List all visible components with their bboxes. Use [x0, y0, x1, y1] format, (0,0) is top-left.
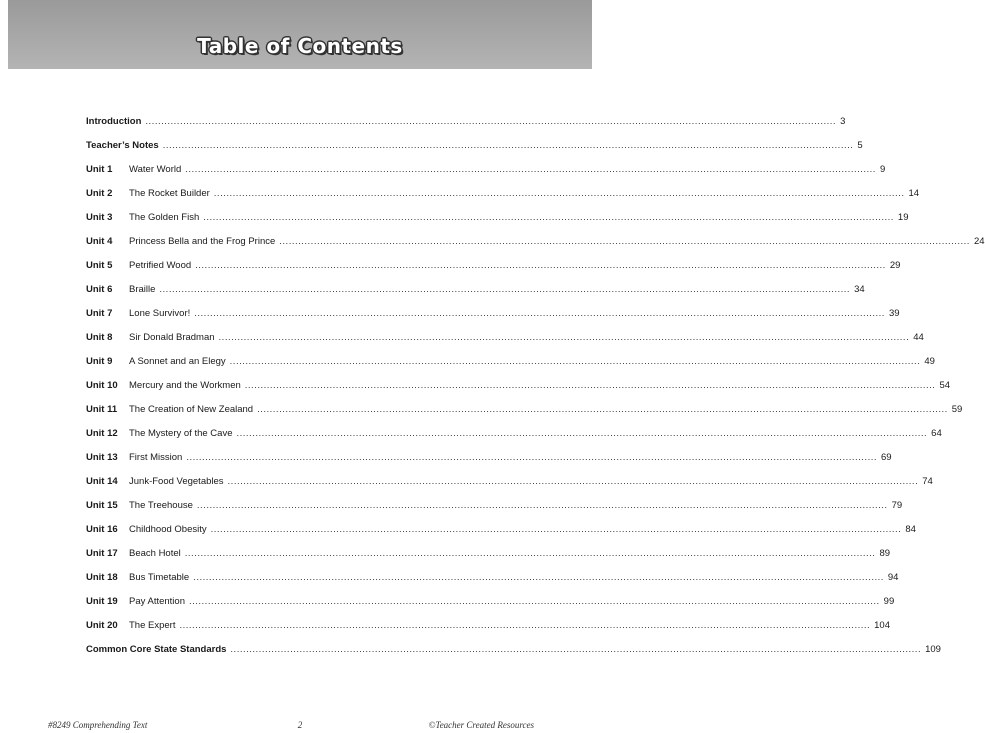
unit-number: Unit 2	[86, 188, 113, 199]
unit-number: Unit 19	[86, 596, 118, 607]
unit-number: Unit 5	[86, 260, 113, 271]
toc-unit-entry	[86, 548, 891, 572]
dot-leader: ............................................................................................................................................................................................................................	[188, 596, 880, 607]
footer-page-number: 2	[297, 720, 303, 730]
unit-number: Unit 20	[86, 620, 118, 631]
toc-unit-entry	[86, 284, 865, 308]
unit-number: Unit 10	[86, 380, 118, 391]
toc-entry	[86, 644, 941, 668]
toc-unit-entry	[86, 236, 985, 260]
unit-title: The Rocket Builder	[129, 188, 210, 199]
toc-page-number: 3	[840, 116, 846, 127]
toc-entry	[86, 116, 846, 140]
toc-unit-entry	[86, 620, 890, 644]
unit-title: The Mystery of the Cave	[129, 428, 233, 439]
toc-page-number: 24	[973, 236, 985, 247]
dot-leader: ............................................................................................................................................................................................................................	[194, 308, 885, 319]
toc-page-number: 99	[883, 596, 895, 607]
toc-unit-entry	[86, 332, 924, 356]
dot-leader: ............................................................................................................................................................................................................................	[213, 188, 905, 199]
toc-entry-label: Common Core State Standards	[86, 644, 227, 655]
unit-number: Unit 9	[86, 356, 113, 367]
unit-number: Unit 18	[86, 572, 118, 583]
unit-title: Beach Hotel	[129, 548, 181, 559]
dot-leader: ............................................................................................................................................................................................................................	[236, 428, 928, 439]
toc-page-number: 14	[908, 188, 920, 199]
unit-title: Bus Timetable	[129, 572, 190, 583]
unit-number: Unit 3	[86, 212, 113, 223]
dot-leader: ............................................................................................................................................................................................................................	[203, 212, 894, 223]
unit-number: Unit 4	[86, 236, 113, 247]
dot-leader: ............................................................................................................................................................................................................................	[218, 332, 910, 343]
toc-entry-label: Teacher’s Notes	[86, 140, 159, 151]
unit-number: Unit 13	[86, 452, 118, 463]
footer-book-id: #8249 Comprehending Text	[48, 720, 148, 730]
dot-leader: ............................................................................................................................................................................................................................	[229, 356, 921, 367]
toc-page-number: 34	[854, 284, 865, 295]
dot-leader: ............................................................................................................................................................................................................................	[159, 284, 851, 295]
dot-leader: ............................................................................................................................................................................................................................	[179, 620, 871, 631]
dot-leader: ............................................................................................................................................................................................................................	[184, 548, 876, 559]
unit-title: Pay Attention	[129, 596, 185, 607]
unit-title: Braille	[129, 284, 156, 295]
toc-page-number: 69	[880, 452, 892, 463]
toc-unit-entry	[86, 260, 901, 284]
unit-number: Unit 12	[86, 428, 118, 439]
header-band	[8, 0, 592, 69]
unit-title: The Expert	[129, 620, 176, 631]
dot-leader: ............................................................................................................................................................................................................................	[185, 164, 876, 175]
dot-leader: ............................................................................................................................................................................................................................	[230, 644, 922, 655]
toc-page-number: 74	[922, 476, 933, 487]
toc-page-number: 109	[925, 644, 941, 655]
toc-unit-entry	[86, 308, 900, 332]
toc-page-number: 9	[879, 164, 886, 175]
dot-leader: ............................................................................................................................................................................................................................	[257, 404, 948, 415]
unit-title: The Creation of New Zealand	[129, 404, 254, 415]
toc-page-number: 59	[951, 404, 963, 415]
toc-page-number: 39	[888, 308, 900, 319]
table-of-contents	[86, 116, 985, 668]
toc-unit-entry	[86, 452, 892, 476]
page-title: Table of Contents	[197, 34, 403, 58]
dot-leader: ............................................................................................................................................................................................................................	[193, 572, 884, 583]
toc-page-number: 89	[879, 548, 891, 559]
unit-title: Junk-Food Vegetables	[129, 476, 224, 487]
unit-title: Petrified Wood	[129, 260, 192, 271]
toc-entry-label: Introduction	[86, 116, 142, 127]
unit-number: Unit 15	[86, 500, 118, 511]
toc-page-number: 54	[939, 380, 951, 391]
toc-unit-entry	[86, 380, 951, 404]
unit-number: Unit 11	[86, 404, 118, 415]
toc-unit-entry	[86, 164, 886, 188]
dot-leader: ............................................................................................................................................................................................................................	[227, 476, 919, 487]
unit-title: Water World	[129, 164, 182, 175]
unit-number: Unit 8	[86, 332, 113, 343]
toc-unit-entry	[86, 596, 895, 620]
unit-title: A Sonnet and an Elegy	[129, 356, 226, 367]
dot-leader: ............................................................................................................................................................................................................................	[210, 524, 902, 535]
toc-page-number: 19	[897, 212, 909, 223]
toc-unit-entry	[86, 524, 916, 548]
toc-unit-entry	[86, 428, 942, 452]
toc-page-number: 5	[857, 140, 863, 151]
toc-page-number: 49	[924, 356, 935, 367]
unit-number: Unit 7	[86, 308, 113, 319]
toc-page-number: 29	[889, 260, 901, 271]
unit-number: Unit 6	[86, 284, 113, 295]
toc-unit-entry	[86, 404, 963, 428]
unit-number: Unit 16	[86, 524, 118, 535]
unit-title: Sir Donald Bradman	[129, 332, 215, 343]
unit-number: Unit 17	[86, 548, 118, 559]
toc-page-number: 84	[905, 524, 916, 535]
toc-entry	[86, 140, 863, 164]
toc-page-number: 44	[913, 332, 924, 343]
dot-leader: ............................................................................................................................................................................................................................	[195, 260, 886, 271]
unit-number: Unit 14	[86, 476, 118, 487]
toc-unit-entry	[86, 500, 903, 524]
unit-title: Mercury and the Workmen	[129, 380, 241, 391]
dot-leader: ............................................................................................................................................................................................................................	[162, 140, 854, 151]
dot-leader: ............................................................................................................................................................................................................................	[279, 236, 970, 247]
unit-number: Unit 1	[86, 164, 113, 175]
toc-unit-entry	[86, 212, 909, 236]
footer-copyright: ©Teacher Created Resources	[428, 720, 534, 730]
dot-leader: ............................................................................................................................................................................................................................	[145, 116, 837, 127]
toc-page-number: 79	[891, 500, 903, 511]
unit-title: The Treehouse	[129, 500, 193, 511]
dot-leader: ............................................................................................................................................................................................................................	[196, 500, 888, 511]
toc-unit-entry	[86, 356, 935, 380]
unit-title: Princess Bella and the Frog Prince	[129, 236, 276, 247]
toc-unit-entry	[86, 188, 920, 212]
toc-unit-entry	[86, 476, 933, 500]
unit-title: First Mission	[129, 452, 183, 463]
unit-title: Lone Survivor!	[129, 308, 191, 319]
toc-unit-entry	[86, 572, 899, 596]
toc-page-number: 104	[874, 620, 890, 631]
unit-title: Childhood Obesity	[129, 524, 207, 535]
dot-leader: ............................................................................................................................................................................................................................	[244, 380, 936, 391]
toc-page-number: 94	[887, 572, 899, 583]
toc-page-number: 64	[931, 428, 942, 439]
unit-title: The Golden Fish	[129, 212, 200, 223]
dot-leader: ............................................................................................................................................................................................................................	[186, 452, 877, 463]
